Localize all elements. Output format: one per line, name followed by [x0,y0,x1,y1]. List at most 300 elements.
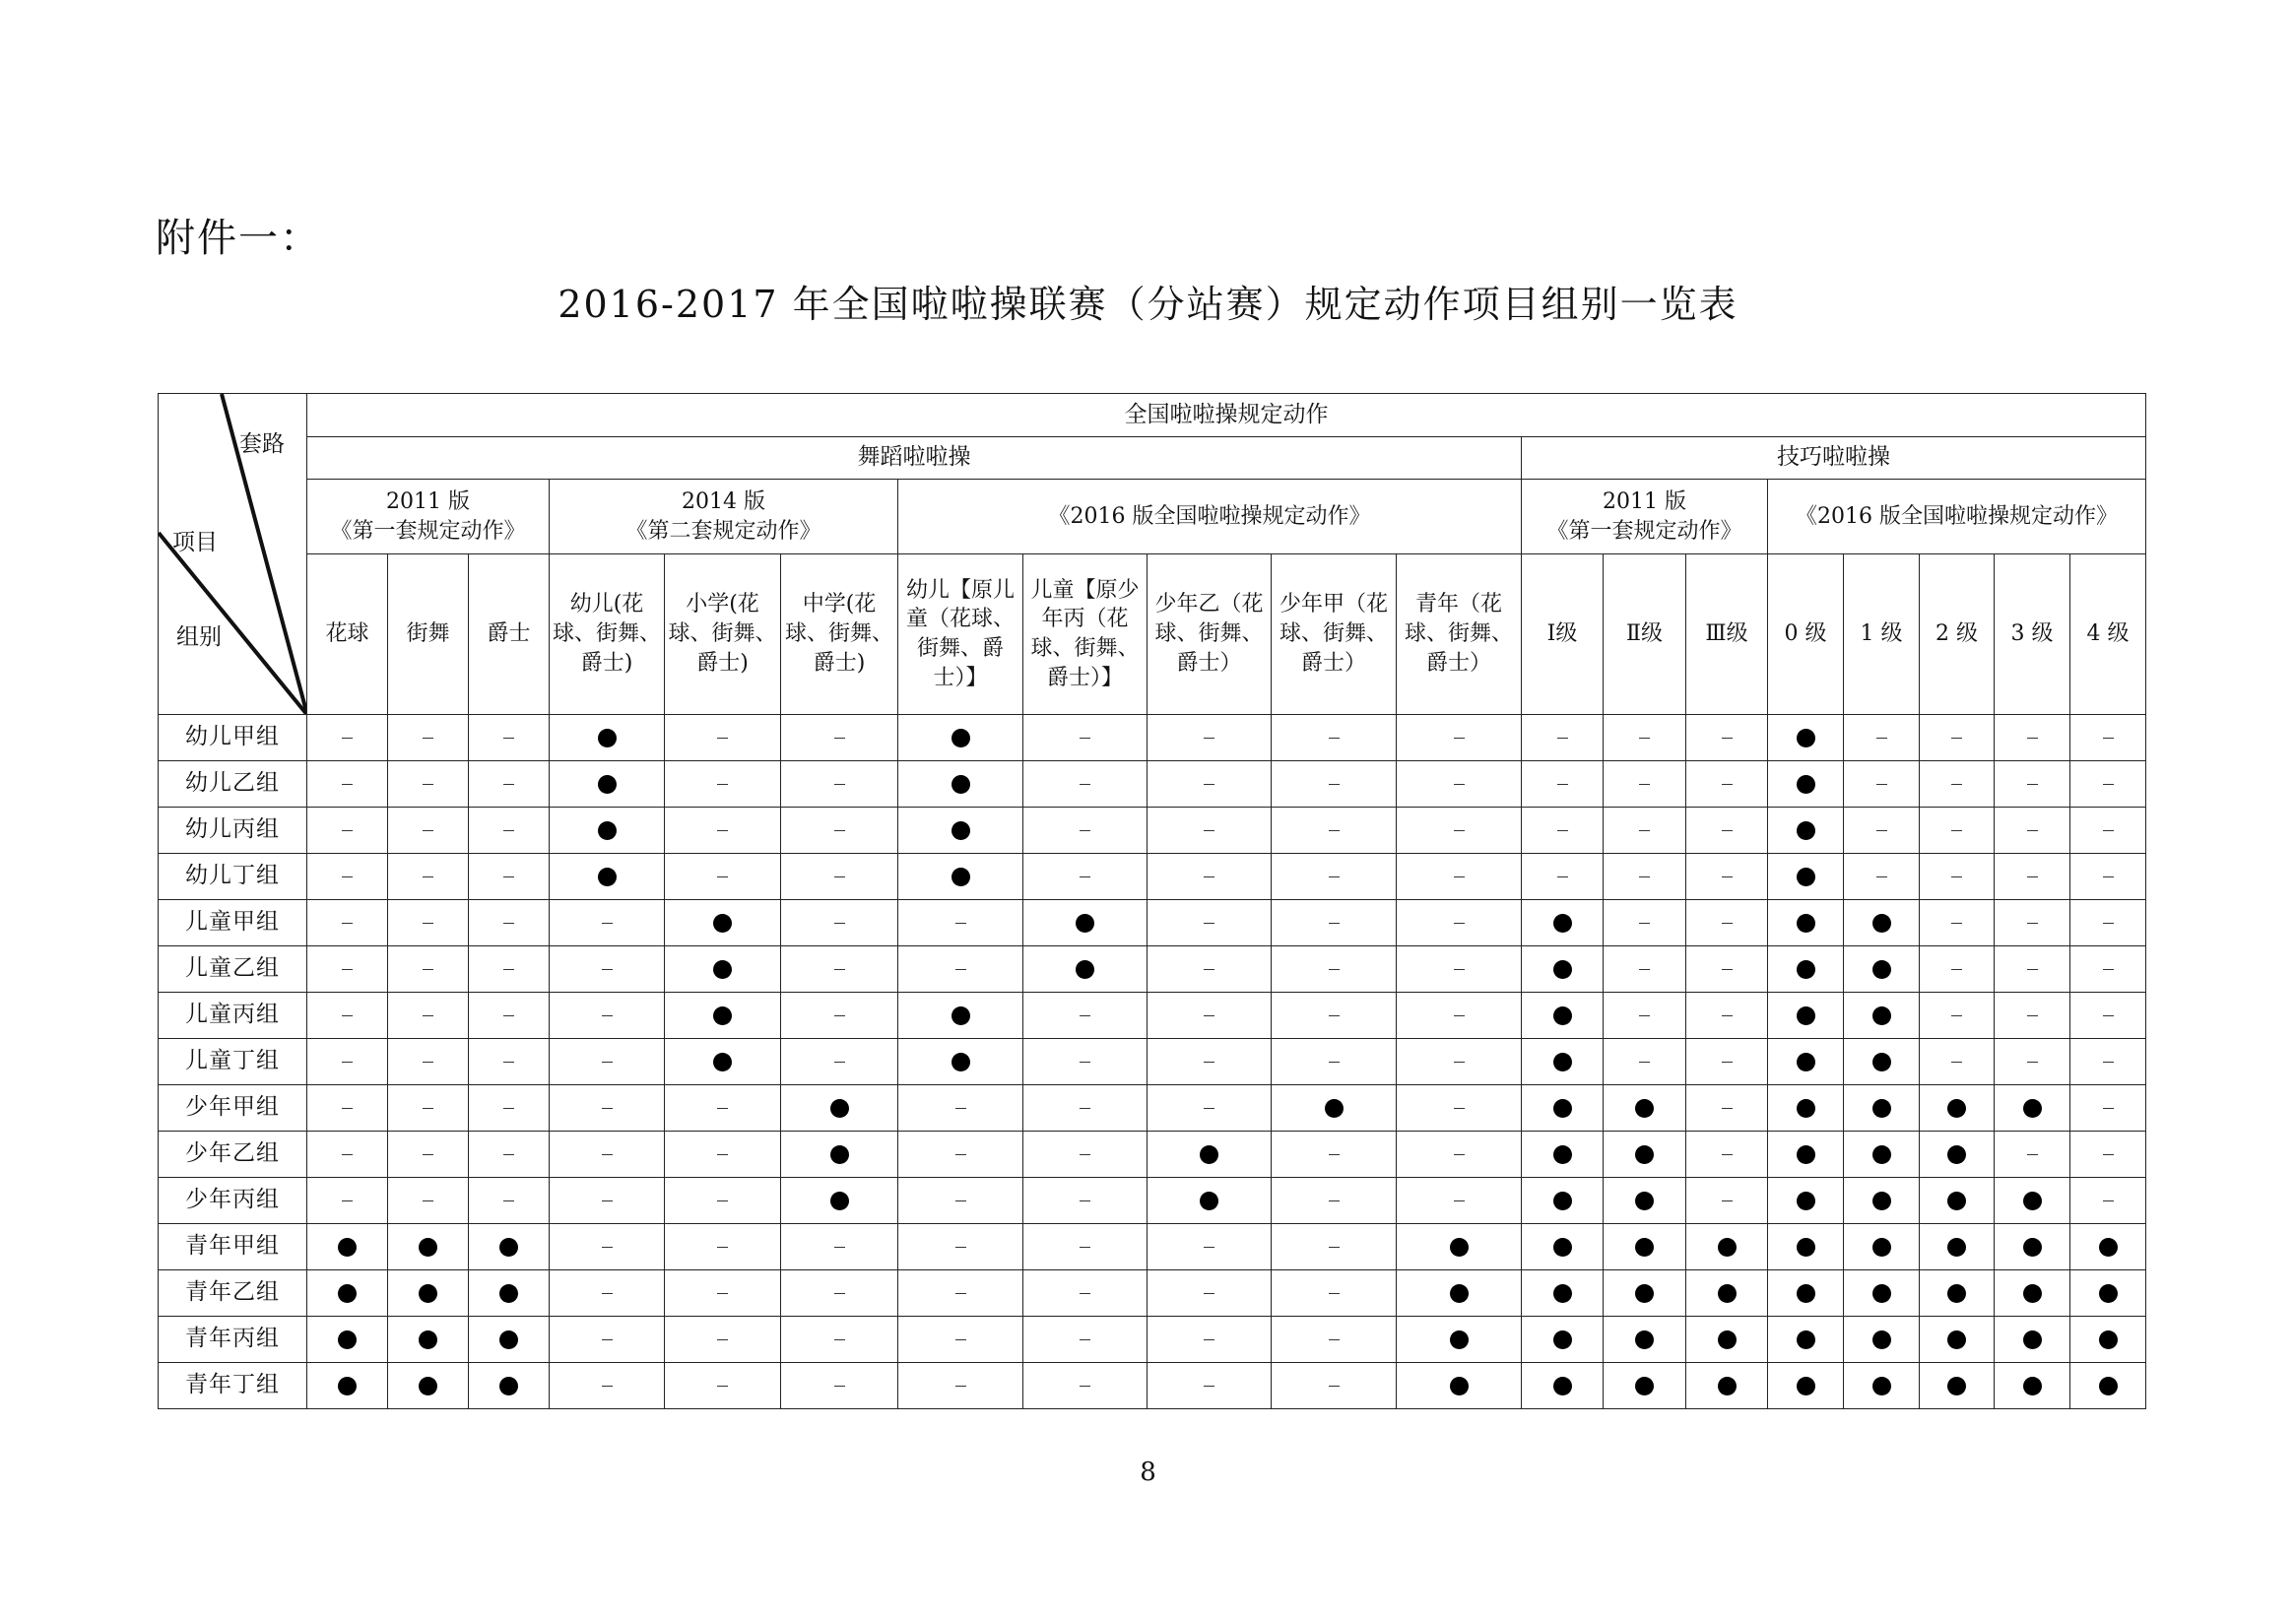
not-applicable-dash-icon [423,969,433,971]
applicable-dot-icon [951,729,970,747]
table-cell [1844,1363,1920,1409]
not-applicable-dash-icon [342,969,353,971]
table-cell [1844,1085,1920,1132]
table-cell [1995,946,2070,993]
header-version-4: 《2016 版全国啦啦操规定动作》 [1768,480,2146,554]
table-cell [469,900,550,946]
table-cell [388,1039,469,1085]
table-cell [1768,1132,1844,1178]
not-applicable-dash-icon [1722,738,1733,740]
applicable-dot-icon [1553,1053,1572,1071]
applicable-dot-icon [1947,1284,1966,1303]
table-cell [1686,1224,1768,1270]
not-applicable-dash-icon [717,1339,728,1341]
table-cell [1844,761,1920,808]
not-applicable-dash-icon [717,1200,728,1202]
table-cell [781,1270,898,1317]
table-cell [1023,1224,1148,1270]
applicable-dot-icon [1718,1377,1737,1395]
table-cell [1522,946,1604,993]
table-cell [1023,854,1148,900]
not-applicable-dash-icon [1329,923,1340,925]
applicable-dot-icon [1553,914,1572,933]
table-cell [469,808,550,854]
table-cell [307,1317,388,1363]
applicable-dot-icon [1718,1238,1737,1257]
table-cell [1920,1132,1995,1178]
not-applicable-dash-icon [503,969,514,971]
not-applicable-dash-icon [423,1015,433,1017]
table-cell [2070,1224,2146,1270]
table-cell [550,946,665,993]
column-header: 青年（花球、街舞、爵士） [1397,554,1522,715]
applicable-dot-icon [338,1330,357,1349]
table-cell [1995,1317,2070,1363]
table-cell [1844,1270,1920,1317]
table-cell [1995,1224,2070,1270]
table-cell [1148,946,1272,993]
column-header: 少年甲（花球、街舞、爵士） [1272,554,1397,715]
table-cell [1148,1132,1272,1178]
applicable-dot-icon [1553,1006,1572,1025]
not-applicable-dash-icon [955,1200,966,1202]
table-cell [550,1132,665,1178]
not-applicable-dash-icon [342,1062,353,1064]
table-cell [1397,1178,1522,1224]
table-cell [665,1039,781,1085]
applicable-dot-icon [2023,1099,2042,1118]
not-applicable-dash-icon [717,1293,728,1295]
table-cell [1023,761,1148,808]
table-cell [1768,900,1844,946]
not-applicable-dash-icon [503,923,514,925]
not-applicable-dash-icon [1329,1200,1340,1202]
table-cell [1272,993,1397,1039]
not-applicable-dash-icon [1639,830,1650,832]
table-cell [1768,993,1844,1039]
not-applicable-dash-icon [1080,1247,1090,1249]
table-cell [1397,715,1522,761]
table-cell [1920,1317,1995,1363]
table-row [159,1085,2146,1132]
applicable-dot-icon [1797,1238,1815,1257]
not-applicable-dash-icon [1722,1108,1733,1110]
corner-label-group: 组别 [176,624,222,650]
applicable-dot-icon [1797,1006,1815,1025]
applicable-dot-icon [830,1099,849,1118]
not-applicable-dash-icon [1329,1154,1340,1156]
header-version-2: 《2016 版全国啦啦操规定动作》 [898,480,1522,554]
table-cell [1272,1178,1397,1224]
column-header: 小学(花球、街舞、爵士) [665,554,781,715]
table-cell [1272,1085,1397,1132]
table-cell [1604,761,1686,808]
table-cell [1272,1363,1397,1409]
header-version-1: 2014 版 《第二套规定动作》 [550,480,898,554]
applicable-dot-icon [1797,775,1815,794]
table-cell [1272,1317,1397,1363]
not-applicable-dash-icon [1722,830,1733,832]
table-cell [388,1178,469,1224]
corner-header-cell [159,394,307,715]
column-header: Ⅲ级 [1686,554,1768,715]
not-applicable-dash-icon [834,784,845,786]
not-applicable-dash-icon [423,1062,433,1064]
not-applicable-dash-icon [1080,738,1090,740]
not-applicable-dash-icon [1722,923,1733,925]
applicable-dot-icon [338,1238,357,1257]
table-cell [307,1085,388,1132]
applicable-dot-icon [1450,1377,1469,1395]
table-cell [898,1039,1023,1085]
not-applicable-dash-icon [602,1108,613,1110]
applicable-dot-icon [1872,1099,1891,1118]
table-cell [1148,715,1272,761]
applicable-dot-icon [1797,914,1815,933]
table-cell [388,715,469,761]
applicable-dot-icon [1947,1238,1966,1257]
applicable-dot-icon [1635,1099,1654,1118]
column-header: 1 级 [1844,554,1920,715]
applicable-dot-icon [1947,1192,1966,1210]
table-cell [1686,808,1768,854]
table-cell [898,1317,1023,1363]
table-cell [550,1317,665,1363]
applicable-dot-icon [598,729,617,747]
table-cell [898,993,1023,1039]
table-cell [1522,1132,1604,1178]
table-cell [1023,1039,1148,1085]
applicable-dot-icon [1200,1192,1218,1210]
column-header: 花球 [307,554,388,715]
group-name: 少年丙组 [159,1178,307,1224]
table-cell [1272,946,1397,993]
applicable-dot-icon [1553,1099,1572,1118]
table-cell [1768,1317,1844,1363]
table-cell [1272,808,1397,854]
not-applicable-dash-icon [2027,830,2038,832]
table-cell [2070,1178,2146,1224]
table-cell [469,715,550,761]
applicable-dot-icon [2099,1330,2118,1349]
not-applicable-dash-icon [2103,1062,2114,1064]
table-cell [550,761,665,808]
table-cell [1397,946,1522,993]
table-cell [1686,1178,1768,1224]
table-cell [781,1224,898,1270]
table-cell [1023,1085,1148,1132]
table-cell [665,1224,781,1270]
not-applicable-dash-icon [834,1247,845,1249]
table-row [159,1132,2146,1178]
not-applicable-dash-icon [1454,876,1465,878]
table-cell [2070,808,2146,854]
not-applicable-dash-icon [2027,738,2038,740]
table-cell [1768,1224,1844,1270]
table-cell [1522,1270,1604,1317]
column-header: 2 级 [1920,554,1995,715]
column-header: 4 级 [2070,554,2146,715]
table-cell [1844,1132,1920,1178]
table-cell [307,900,388,946]
table-cell [1995,1178,2070,1224]
not-applicable-dash-icon [1951,1062,1962,1064]
table-cell [550,993,665,1039]
table-cell [1604,1085,1686,1132]
not-applicable-dash-icon [1329,1386,1340,1388]
applicable-dot-icon [598,868,617,886]
applicable-dot-icon [2099,1284,2118,1303]
applicable-dot-icon [1872,1330,1891,1349]
not-applicable-dash-icon [2103,876,2114,878]
table-cell [2070,993,2146,1039]
not-applicable-dash-icon [834,1293,845,1295]
table-cell [307,1270,388,1317]
table-cell [307,761,388,808]
not-applicable-dash-icon [503,1200,514,1202]
not-applicable-dash-icon [717,1108,728,1110]
not-applicable-dash-icon [1557,876,1568,878]
table-cell [1023,808,1148,854]
header-national-routine: 全国啦啦操规定动作 [307,394,2146,437]
not-applicable-dash-icon [1204,1015,1214,1017]
table-cell [1522,854,1604,900]
not-applicable-dash-icon [1722,1015,1733,1017]
not-applicable-dash-icon [1329,876,1340,878]
table-cell [1920,1363,1995,1409]
table-cell [898,1270,1023,1317]
not-applicable-dash-icon [342,876,353,878]
table-cell [1920,808,1995,854]
applicable-dot-icon [951,868,970,886]
table-cell [388,808,469,854]
table-cell [388,854,469,900]
not-applicable-dash-icon [1204,830,1214,832]
table-cell [1148,761,1272,808]
applicable-dot-icon [1872,1192,1891,1210]
not-applicable-dash-icon [1557,830,1568,832]
not-applicable-dash-icon [1080,1293,1090,1295]
table-cell [469,1132,550,1178]
group-name: 青年丁组 [159,1363,307,1409]
not-applicable-dash-icon [602,1062,613,1064]
table-cell [1023,1178,1148,1224]
applicable-dot-icon [1947,1330,1966,1349]
table-cell [1397,1224,1522,1270]
applicable-dot-icon [338,1284,357,1303]
applicable-dot-icon [1718,1284,1737,1303]
table-cell [469,854,550,900]
table-cell [1686,1132,1768,1178]
table-cell [898,1178,1023,1224]
table-cell [1844,1178,1920,1224]
not-applicable-dash-icon [1204,1247,1214,1249]
applicable-dot-icon [598,821,617,840]
not-applicable-dash-icon [717,784,728,786]
table-cell [388,1132,469,1178]
not-applicable-dash-icon [834,830,845,832]
table-row [159,946,2146,993]
not-applicable-dash-icon [342,1108,353,1110]
table-cell [1604,1270,1686,1317]
group-name: 儿童乙组 [159,946,307,993]
applicable-dot-icon [1797,1284,1815,1303]
not-applicable-dash-icon [1204,876,1214,878]
table-cell [1844,1317,1920,1363]
applicable-dot-icon [1872,1145,1891,1164]
group-name: 幼儿丙组 [159,808,307,854]
not-applicable-dash-icon [602,1200,613,1202]
table-cell [1768,715,1844,761]
table-cell [1844,854,1920,900]
table-cell [307,1224,388,1270]
not-applicable-dash-icon [1204,923,1214,925]
applicable-dot-icon [1635,1377,1654,1395]
table-cell [1397,900,1522,946]
not-applicable-dash-icon [423,1108,433,1110]
not-applicable-dash-icon [2103,784,2114,786]
table-cell [2070,854,2146,900]
not-applicable-dash-icon [2027,876,2038,878]
table-cell [1844,715,1920,761]
applicable-dot-icon [1635,1145,1654,1164]
table-cell [1397,808,1522,854]
table-cell [1397,1317,1522,1363]
not-applicable-dash-icon [503,876,514,878]
table-cell [1920,1039,1995,1085]
not-applicable-dash-icon [423,923,433,925]
not-applicable-dash-icon [1204,738,1214,740]
applicable-dot-icon [713,1006,732,1025]
table-cell [1920,946,1995,993]
table-row [159,900,2146,946]
not-applicable-dash-icon [834,1015,845,1017]
applicable-dot-icon [2023,1192,2042,1210]
table-cell [1686,946,1768,993]
applicable-dot-icon [951,775,970,794]
table-cell [781,1039,898,1085]
applicable-dot-icon [1325,1099,1344,1118]
applicable-dot-icon [419,1238,437,1257]
routine-group-table [158,393,2146,1409]
table-cell [1686,993,1768,1039]
not-applicable-dash-icon [1329,738,1340,740]
table-cell [469,993,550,1039]
not-applicable-dash-icon [834,969,845,971]
column-header: Ⅱ级 [1604,554,1686,715]
table-cell [1920,854,1995,900]
not-applicable-dash-icon [1722,1200,1733,1202]
table-cell [1604,1317,1686,1363]
applicable-dot-icon [1872,1006,1891,1025]
table-cell [2070,1363,2146,1409]
not-applicable-dash-icon [2103,830,2114,832]
table-cell [1148,900,1272,946]
table-cell [1397,1270,1522,1317]
not-applicable-dash-icon [1722,1154,1733,1156]
applicable-dot-icon [2023,1238,2042,1257]
not-applicable-dash-icon [1951,969,1962,971]
applicable-dot-icon [2099,1377,2118,1395]
table-cell [1522,761,1604,808]
table-cell [1604,715,1686,761]
not-applicable-dash-icon [2103,1200,2114,1202]
table-cell [1844,1224,1920,1270]
table-cell [1023,900,1148,946]
not-applicable-dash-icon [503,1154,514,1156]
table-cell [1920,993,1995,1039]
not-applicable-dash-icon [602,1154,613,1156]
applicable-dot-icon [1553,960,1572,979]
not-applicable-dash-icon [1951,876,1962,878]
table-cell [898,1363,1023,1409]
table-cell [550,1270,665,1317]
table-cell [1522,1178,1604,1224]
table-cell [781,808,898,854]
table-row [159,1224,2146,1270]
column-header: 0 级 [1768,554,1844,715]
table-cell [665,1317,781,1363]
table-cell [1522,808,1604,854]
table-cell [1148,808,1272,854]
table-cell [1995,808,2070,854]
table-cell [1023,1363,1148,1409]
not-applicable-dash-icon [2103,1015,2114,1017]
table-cell [1844,1039,1920,1085]
not-applicable-dash-icon [602,923,613,925]
table-cell [307,1132,388,1178]
table-cell [307,854,388,900]
not-applicable-dash-icon [1639,1015,1650,1017]
applicable-dot-icon [1797,1377,1815,1395]
table-cell [1604,1039,1686,1085]
table-cell [1604,1132,1686,1178]
not-applicable-dash-icon [1454,923,1465,925]
table-cell [469,1363,550,1409]
table-cell [781,1132,898,1178]
table-cell [1272,715,1397,761]
table-cell [781,946,898,993]
applicable-dot-icon [1553,1330,1572,1349]
group-name: 儿童丁组 [159,1039,307,1085]
table-cell [1920,1178,1995,1224]
not-applicable-dash-icon [955,1386,966,1388]
table-cell [1148,1224,1272,1270]
applicable-dot-icon [338,1377,357,1395]
table-cell [1272,900,1397,946]
table-row [159,715,2146,761]
table-cell [1272,1270,1397,1317]
table-cell [307,946,388,993]
applicable-dot-icon [830,1145,849,1164]
header-skill-cheer: 技巧啦啦操 [1522,437,2146,480]
column-header: 幼儿(花球、街舞、爵士) [550,554,665,715]
not-applicable-dash-icon [717,830,728,832]
not-applicable-dash-icon [717,876,728,878]
group-name: 幼儿丁组 [159,854,307,900]
applicable-dot-icon [2023,1284,2042,1303]
applicable-dot-icon [499,1377,518,1395]
not-applicable-dash-icon [1454,969,1465,971]
not-applicable-dash-icon [1951,738,1962,740]
not-applicable-dash-icon [1204,1108,1214,1110]
not-applicable-dash-icon [1329,1062,1340,1064]
applicable-dot-icon [1797,1192,1815,1210]
not-applicable-dash-icon [2027,1015,2038,1017]
table-cell [1272,761,1397,808]
table-cell [1920,1085,1995,1132]
table-row [159,1363,2146,1409]
